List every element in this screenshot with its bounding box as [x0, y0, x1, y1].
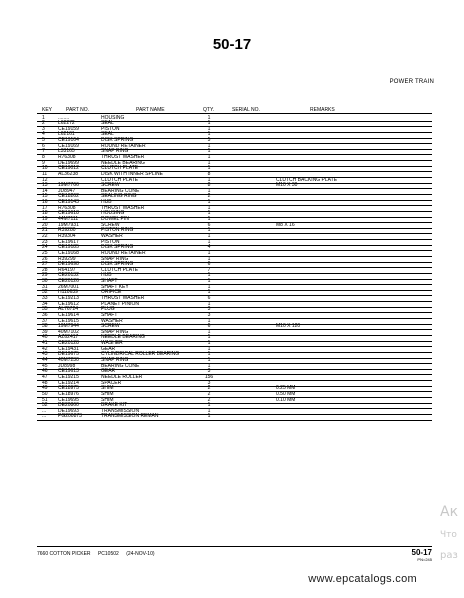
row-key: 41 [42, 340, 48, 347]
row-part-name: SPACER [101, 379, 122, 386]
row-part-no: CE19185 [58, 244, 79, 251]
row-key: 36 [42, 311, 48, 318]
row-part-no: CE19214 [58, 379, 79, 386]
row-part-name: PLUG [101, 306, 115, 313]
row-part-no: AZ62417 [58, 334, 79, 341]
row-key: 34 [42, 300, 48, 307]
row-part-name: SNAP RING [101, 255, 129, 262]
row-part-name: SHAFT KEY [101, 283, 129, 290]
page-title: 50-17 [212, 36, 252, 53]
row-key: 52 [42, 402, 48, 409]
row-part-name: ORIFICE [101, 289, 122, 296]
row-part-name: TRANSMISSION REMAN [101, 413, 159, 420]
row-key: 42 [42, 345, 48, 352]
row-part-no: L62272 [58, 120, 75, 127]
row-key: 33 [42, 294, 48, 301]
row-part-name: PISTON [101, 238, 120, 245]
row-part-no: CE19614 [58, 311, 79, 318]
row-part-name: NEEDLE ROLLER [101, 373, 143, 380]
row-part-name: SHIM [101, 385, 114, 392]
row-part-no: CE19143 [58, 199, 79, 206]
row-part-no: CE20128 [58, 340, 79, 347]
row-part-no: CE19612 [58, 300, 79, 307]
row-part-no: CE19617 [58, 238, 79, 245]
row-qty: 1 [207, 187, 211, 194]
row-key: 51 [42, 396, 48, 403]
row-part-no: CE19169 [58, 142, 79, 149]
row-part-name: ROUND RETAINER [101, 142, 146, 149]
row-part-no: JD8947 [58, 187, 76, 194]
row-qty: 1 [207, 328, 211, 335]
row-qty: 2 [207, 193, 211, 200]
row-key: 30 [42, 278, 48, 285]
row-part-name: SHAFT [101, 311, 118, 318]
row-key: 7 [42, 148, 45, 155]
row-qty: 1 [207, 199, 211, 206]
row-qty: 1 [207, 283, 211, 290]
row-qty: 8 [207, 170, 211, 177]
section-title: POWER TRAIN [389, 79, 434, 85]
row-part-no: CE20126 [58, 278, 79, 285]
row-key: 28 [42, 266, 48, 273]
header-key: KEY [42, 107, 53, 113]
row-qty: 1 [207, 407, 211, 414]
row-part-name: ROUND RETAINER [101, 249, 146, 256]
row-key: 16 [42, 199, 48, 206]
row-part-name: PLANET PINION [101, 300, 139, 307]
row-key: 32 [42, 289, 48, 296]
footer-doc: PC10502 [97, 551, 119, 557]
row-part-no: CE19618 [58, 210, 79, 217]
row-part-no: 26M7001 [58, 283, 79, 290]
row-part-no: R76308 [58, 153, 76, 160]
row-qty: 6 [207, 261, 211, 268]
row-part-no: 40M7102 [58, 328, 79, 335]
row-part-no: CE19613 [58, 368, 79, 375]
row-qty: 1 [207, 413, 211, 420]
row-part-no: CE18976 [58, 390, 79, 397]
row-remarks: M10 X 30 [276, 182, 298, 189]
row-part-no: L33165 [58, 148, 75, 155]
row-qty: 1 [207, 204, 211, 211]
row-part-no: CE20132 [58, 272, 79, 279]
row-qty: 1 [207, 210, 211, 217]
row-key: ... [42, 407, 47, 414]
row-part-name: HOUSING [101, 114, 125, 121]
row-qty: 1 [207, 142, 211, 149]
row-part-no: CE19164 [58, 137, 79, 144]
row-part-no: CE19159 [58, 125, 79, 132]
row-qty: 6 [207, 221, 211, 228]
row-part-no: CE19168 [58, 249, 79, 256]
row-key: 15 [42, 193, 48, 200]
row-qty: 1 [207, 345, 211, 352]
row-part-name: SNAP RING [101, 148, 129, 155]
row-qty: 156 [204, 373, 214, 380]
row-part-no: H110639 [58, 289, 78, 296]
row-part-no: CE19431 [58, 345, 79, 352]
row-divider [37, 420, 432, 421]
row-qty: 3 [207, 379, 211, 386]
row-part-name: CLUTCH PLATE [101, 165, 139, 172]
row-part-name: NEEDLE BEARING [101, 334, 145, 341]
row-part-no: DE19698 [58, 261, 79, 268]
row-part-no: CE19012 [58, 165, 79, 172]
row-key: 35 [42, 306, 48, 313]
row-part-no: DE19693 [58, 407, 79, 414]
row-key: 39 [42, 328, 48, 335]
site-watermark[interactable]: www.epcatalogs.com [308, 573, 417, 585]
row-part-name: SNAP RING [101, 328, 129, 335]
row-part-no: PG200873 [58, 413, 82, 420]
row-part-name: CYLINDRICAL ROLLER BEARING [101, 351, 180, 358]
row-part-name: SHAFT [101, 278, 118, 285]
row-part-name: WASHER [101, 340, 123, 347]
row-key: 22 [42, 232, 48, 239]
row-key: 43 [42, 351, 48, 358]
row-key: 9 [42, 159, 45, 166]
row-part-name: WASHER [101, 317, 123, 324]
row-part-name: SEAL [101, 131, 114, 138]
row-key: 19 [42, 216, 48, 223]
row-key: 14 [42, 187, 48, 194]
row-key: 47 [42, 373, 48, 380]
row-part-no: CE19695 [58, 396, 79, 403]
footer-divider [37, 546, 432, 547]
row-part-no: AL36238 [58, 170, 79, 177]
row-part-name: TRANSMISSION [101, 407, 140, 414]
row-key: 1 [42, 114, 45, 121]
footer-date: (24-NOV-10) [126, 551, 155, 557]
row-key: 2 [42, 120, 45, 127]
row-qty: 2 [207, 390, 211, 397]
row-qty: 1 [207, 278, 211, 285]
watermark-text-2: Что [440, 530, 457, 540]
row-key: 6 [42, 142, 45, 149]
row-qty: 1 [207, 255, 211, 262]
row-part-name: CLUTCH PLATE [101, 176, 139, 183]
header-qty: QTY. [203, 107, 215, 113]
row-part-no: DE20860 [58, 402, 79, 409]
row-part-no: ........ [58, 114, 70, 121]
row-part-name: DISK SPRING [101, 137, 134, 144]
row-qty: 5 [207, 137, 211, 144]
row-key: 4 [42, 131, 45, 138]
header-serial-no: SERIAL NO. [232, 107, 260, 113]
row-key: 13 [42, 182, 48, 189]
row-part-name: SEALING RING [101, 193, 137, 200]
row-part-no: CE19215 [58, 373, 79, 380]
header-divider [37, 113, 432, 114]
row-key: 46 [42, 368, 48, 375]
row-key: 23 [42, 238, 48, 245]
row-qty: 1 [207, 176, 211, 183]
row-part-name: THRUST WASHER [101, 153, 145, 160]
row-part-no: 19M7944 [58, 323, 79, 330]
row-key: 10 [42, 165, 48, 172]
row-part-name: THRUST WASHER [101, 294, 145, 301]
row-key: 37 [42, 317, 48, 324]
row-qty: 7 [207, 266, 211, 273]
row-qty: 1 [207, 340, 211, 347]
row-part-name: SHIM [101, 390, 114, 397]
row-qty: 1 [207, 289, 211, 296]
row-key: 12 [42, 176, 48, 183]
row-part-name: SNAP RING [101, 357, 129, 364]
row-part-name: NEEDLE BEARING [101, 159, 145, 166]
row-part-name: HUB [101, 199, 112, 206]
row-qty: 3 [207, 368, 211, 375]
row-qty: 1 [207, 362, 211, 369]
row-key: 3 [42, 125, 45, 132]
row-key: 20 [42, 221, 48, 228]
header-part-no: PART NO. [66, 107, 90, 113]
row-part-name: GEAR [101, 345, 116, 352]
row-key: 8 [42, 153, 45, 160]
row-key: 24 [42, 244, 48, 251]
row-qty: 1 [207, 159, 211, 166]
row-remarks: CLUTCH BACKING PLATE [276, 176, 338, 183]
row-qty: 1 [207, 114, 211, 121]
row-part-name: HOUSING [101, 210, 125, 217]
watermark-text-3: раз [440, 550, 458, 561]
row-qty: 3 [207, 311, 211, 318]
row-qty: 1 [207, 148, 211, 155]
footer-page-code: PN=245 [417, 557, 432, 562]
row-qty: 1 [207, 165, 211, 172]
row-key: 40 [42, 334, 48, 341]
row-key: 11 [42, 170, 48, 177]
row-qty: 1 [207, 272, 211, 279]
row-part-name: WASHER [101, 232, 123, 239]
row-remarks: M8 X 16 [276, 221, 295, 228]
row-part-name: THRUST WASHER [101, 204, 145, 211]
row-part-name: DISK SPRING [101, 261, 134, 268]
row-remarks: 0.25 MM [276, 385, 296, 392]
watermark-text-1: Ак [440, 504, 459, 520]
row-qty: 1 [207, 249, 211, 256]
row-part-name: BRAKE KIT [101, 402, 128, 409]
row-qty: 1 [207, 357, 211, 364]
row-key: 49 [42, 385, 48, 392]
row-part-name: DOWEL PIN [101, 216, 129, 223]
row-part-no: R64197 [58, 266, 76, 273]
row-qty: 1 [207, 125, 211, 132]
row-qty: 1 [207, 232, 211, 239]
row-qty: 1 [207, 351, 211, 358]
row-qty: 4 [207, 244, 211, 251]
row-key: 26 [42, 255, 48, 262]
row-part-no: R39299 [58, 255, 76, 262]
row-key: 45 [42, 362, 48, 369]
row-qty: 6 [207, 323, 211, 330]
row-part-no: CE19615 [58, 317, 79, 324]
row-key: 48 [42, 379, 48, 386]
row-part-name: PISTON [101, 125, 120, 132]
row-part-no: R76308 [58, 204, 76, 211]
row-qty: 1 [207, 402, 211, 409]
row-part-no: CE18975 [58, 385, 79, 392]
header-remarks: REMARKS [310, 107, 335, 113]
row-remarks: 0.50 MM [276, 390, 296, 397]
row-key: 21 [42, 227, 48, 234]
row-part-name: SCREW [101, 182, 120, 189]
row-part-no: DE19675 [58, 351, 79, 358]
row-qty: 2 [207, 385, 211, 392]
row-key: 5 [42, 137, 45, 144]
row-part-name: DISK WITH INNER SPLINE [101, 170, 163, 177]
row-key: 25 [42, 249, 48, 256]
row-qty: 6 [207, 294, 211, 301]
row-remarks: M10 X 120 [276, 323, 301, 330]
row-part-name: SCREW [101, 221, 120, 228]
row-qty: 8 [207, 182, 211, 189]
row-part-name: BEARING CONE [101, 187, 140, 194]
row-part-name: SEAL [101, 120, 114, 127]
row-key: 17 [42, 204, 48, 211]
row-part-no: L62161 [58, 131, 75, 138]
row-qty: 1 [207, 153, 211, 160]
row-part-name: GEAR [101, 368, 116, 375]
row-qty: 1 [207, 227, 211, 234]
row-qty: 1 [207, 238, 211, 245]
row-key: ... [42, 413, 47, 420]
row-part-name: PISTON RING [101, 227, 134, 234]
header-part-name: PART NAME [136, 107, 165, 113]
footer-page-number: 50-17 [411, 548, 432, 557]
row-part-no: CE18262 [58, 193, 79, 200]
row-part-no: 44M7111 [58, 216, 79, 223]
row-qty: 1 [207, 317, 211, 324]
row-part-no: AL76724 [58, 306, 79, 313]
row-part-no: JD8998 [58, 362, 76, 369]
row-part-no: 19M7766 [58, 182, 79, 189]
row-qty: 1 [207, 216, 211, 223]
row-key: 27 [42, 261, 48, 268]
row-part-no: 19M7931 [58, 221, 79, 228]
row-qty: 1 [207, 120, 211, 127]
row-part-no: 40M7230 [58, 357, 79, 364]
row-part-no: R39304 [58, 232, 76, 239]
row-qty: 1 [207, 131, 211, 138]
row-part-no: R39280 [58, 227, 76, 234]
row-key: 18 [42, 210, 48, 217]
row-part-name: SCREW [101, 323, 120, 330]
footer-model: 7660 COTTON PICKER [37, 551, 91, 557]
row-key: 50 [42, 390, 48, 397]
row-qty: 1 [207, 300, 211, 307]
row-key: 29 [42, 272, 48, 279]
row-qty: 3 [207, 306, 211, 313]
row-key: 31 [42, 283, 48, 290]
row-part-name: HUB [101, 272, 112, 279]
row-qty: 2 [207, 396, 211, 403]
row-part-no: CE19213 [58, 294, 79, 301]
row-part-name: CLUTCH PLATE [101, 266, 139, 273]
row-part-name: SHIM [101, 396, 114, 403]
row-key: 38 [42, 323, 48, 330]
footer-info [37, 551, 161, 557]
row-qty: 1 [207, 334, 211, 341]
row-part-name: DISK SPRING [101, 244, 134, 251]
row-remarks: 0.10 MM [276, 396, 296, 403]
row-part-name: BEARING CONE [101, 362, 140, 369]
row-part-no: DE19699 [58, 159, 79, 166]
row-key: 44 [42, 357, 48, 364]
